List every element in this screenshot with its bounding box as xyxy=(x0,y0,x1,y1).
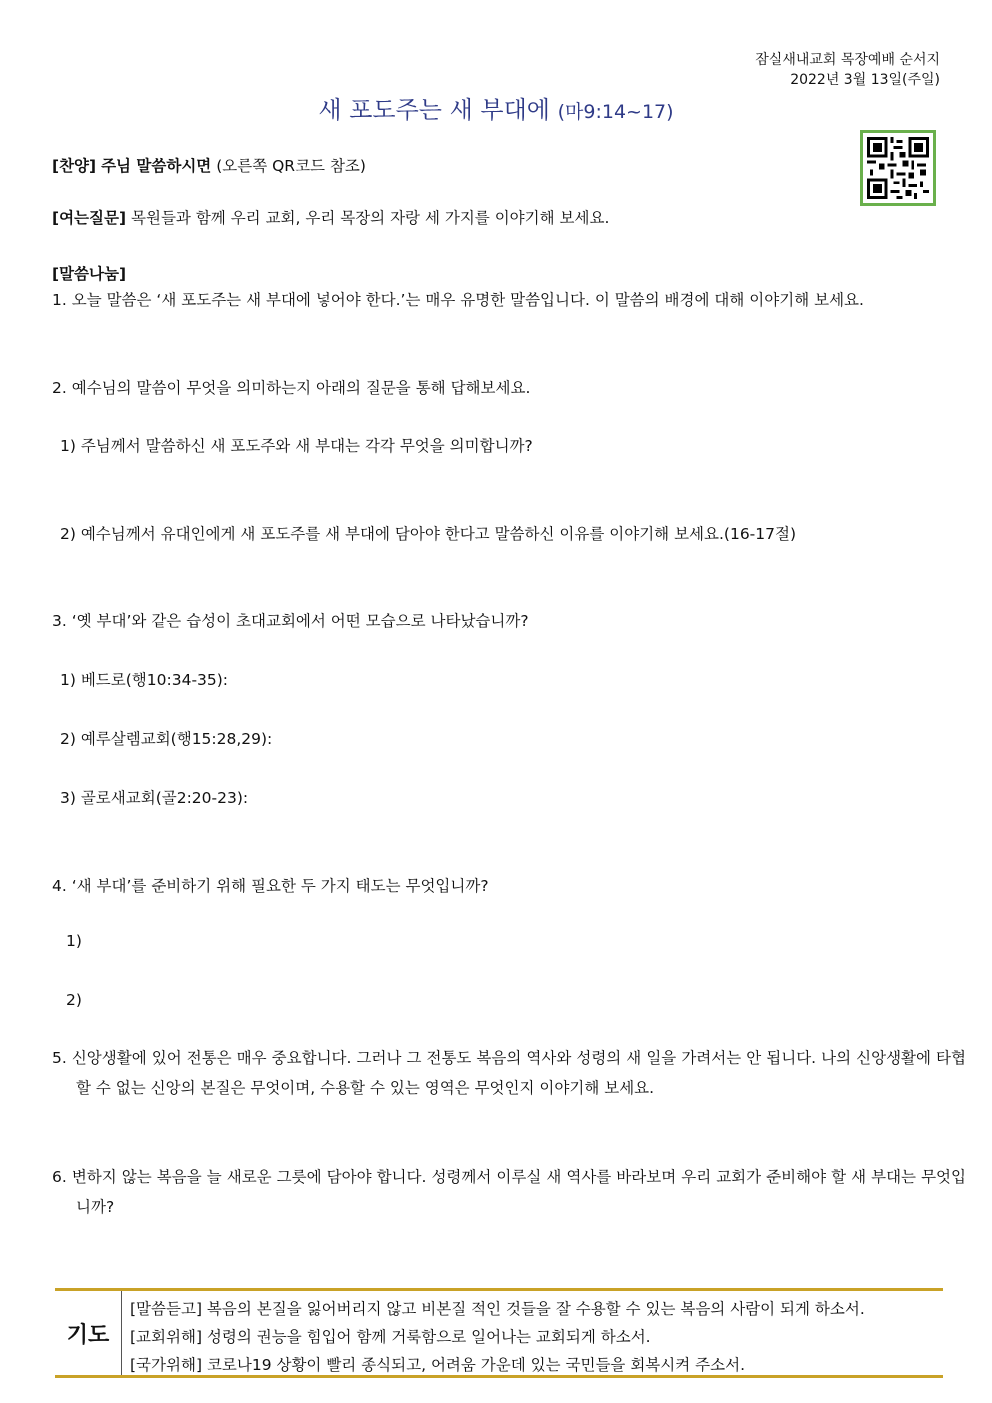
header-info xyxy=(755,50,940,90)
date-line: 2022년 3월 13일(주일) xyxy=(790,72,940,88)
prayer-lines xyxy=(122,1291,865,1375)
question-2: 2. 예수님의 말씀이 무엇을 의미하는지 아래의 질문을 통해 답해보세요. xyxy=(52,379,531,397)
question-2-2: 2) 예수님께서 유대인에게 새 포도주를 새 부대에 담아야 한다고 말씀하신 이유를 이야기해 보세요.(16-17절) xyxy=(60,525,797,543)
prayer-box xyxy=(55,1288,943,1378)
prayer-line-church: [교회위해] 성령의 권능을 힘입어 함께 거룩함으로 일어나는 교회되게 하소서. xyxy=(130,1328,651,1346)
opening-text: 목원들과 함께 우리 교회, 우리 목장의 자랑 세 가지를 이야기해 보세요. xyxy=(131,209,610,227)
opening-question xyxy=(52,206,609,228)
question-4-1: 1) xyxy=(66,932,82,950)
question-3-1: 1) 베드로(행10:34-35): xyxy=(60,671,229,689)
qr-code-icon[interactable] xyxy=(860,130,936,206)
question-3: 3. ‘옛 부대’와 같은 습성이 초대교회에서 어떤 모습으로 나타났습니까? xyxy=(52,612,529,630)
opening-label: [여는질문] xyxy=(52,209,127,227)
question-3-2: 2) 예루살렘교회(행15:28,29): xyxy=(60,730,273,748)
question-5: 5. 신앙생활에 있어 전통은 매우 중요합니다. 그러나 그 전통도 복음의 역사와 성령의 새 일을 가려서는 안 됩니다. 나의 신앙생활에 타협할 수 없는 신앙의 본질은 무엇이며, 수용할 수 있는 영역은 무엇인지 이야기해 보세요. xyxy=(52,1049,966,1097)
question-6: 6. 변하지 않는 복음을 늘 새로운 그릇에 담아야 합니다. 성령께서 이루실 새 역사를 바라보며 우리 교회가 준비해야 할 새 부대는 무엇입니까? xyxy=(52,1168,966,1216)
question-2-1: 1) 주님께서 말씀하신 새 포도주와 새 부대는 각각 무엇을 의미합니까? xyxy=(60,437,533,455)
title-reference: (마9:14~17) xyxy=(557,101,674,123)
praise-note: (오른쪽 QR코드 참조) xyxy=(216,157,366,175)
prayer-line-nation: [국가위해] 코로나19 상황이 빨리 종식되고, 어려움 가운데 있는 국민들을 회복시켜 주소서. xyxy=(130,1356,745,1374)
prayer-line-word: [말씀듣고] 복음의 본질을 잃어버리지 않고 비본질 적인 것들을 잘 수용할 수 있는 복음의 사람이 되게 하소서. xyxy=(130,1300,865,1318)
qr-code-graphic xyxy=(867,137,929,199)
sharing-label: [말씀나눔] xyxy=(52,265,127,283)
praise-song: 주님 말씀하시면 xyxy=(101,157,212,175)
title-main: 새 포도주는 새 부대에 xyxy=(318,96,550,124)
praise-line xyxy=(52,154,366,176)
question-1: 1. 오늘 말씀은 ‘새 포도주는 새 부대에 넣어야 한다.’는 매우 유명한 말씀입니다. 이 말씀의 배경에 대해 이야기해 보세요. xyxy=(52,291,864,309)
page-title xyxy=(0,90,992,125)
question-3-3: 3) 골로새교회(골2:20-23): xyxy=(60,789,249,807)
prayer-label: 기도 xyxy=(55,1291,122,1375)
praise-label: [찬양] xyxy=(52,157,97,175)
question-4: 4. ‘새 부대’를 준비하기 위해 필요한 두 가지 태도는 무엇입니까? xyxy=(52,877,489,895)
question-4-2: 2) xyxy=(66,991,82,1009)
church-line: 잠실새내교회 목장예배 순서지 xyxy=(755,52,940,68)
